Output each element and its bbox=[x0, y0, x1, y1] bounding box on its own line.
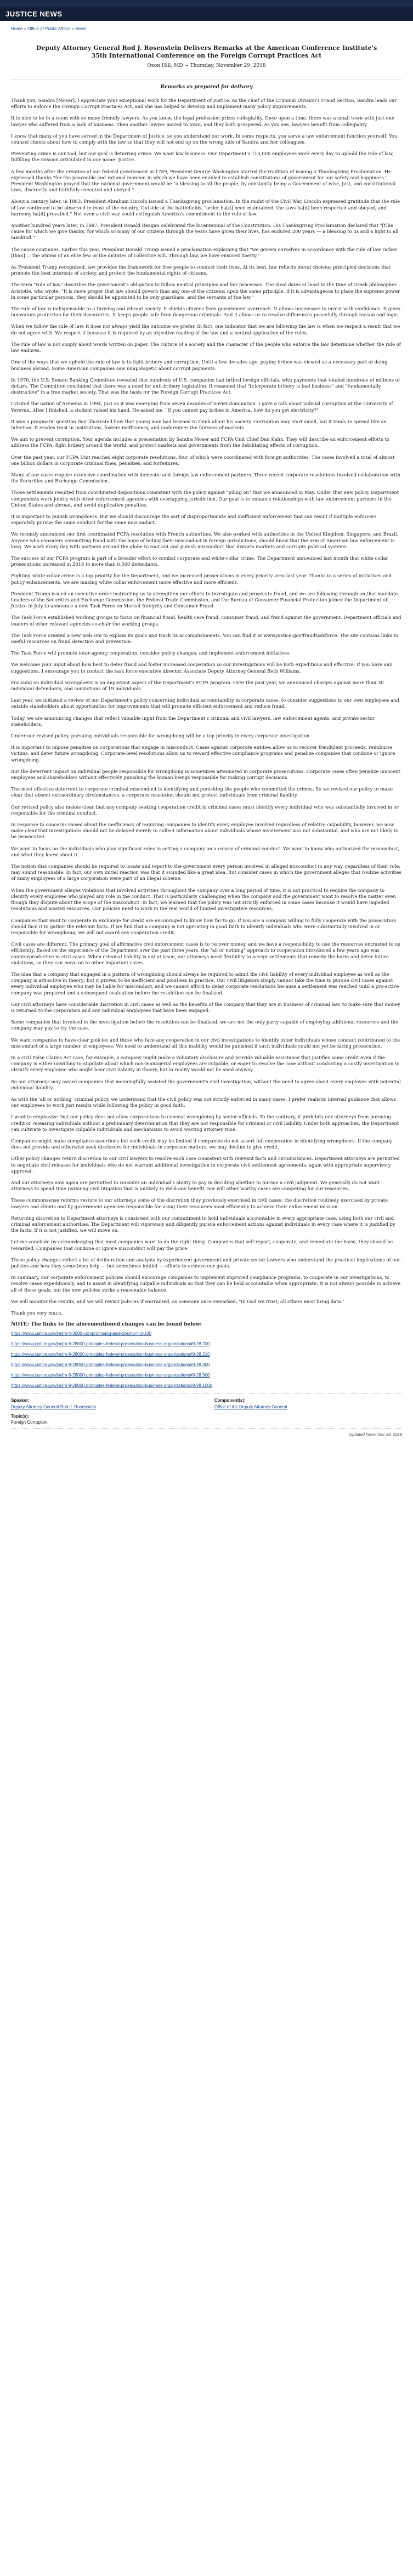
paragraph: Returning discretion to Department attorneys is consistent with our commitment to hold individuals accountable in every appropriate case, using both our civil and criminal enforcement authorities. The Department will vigorously and diligently pursue enforcement actions against individuals in every case where it is justified by the facts. If it is not justified, we will move on. bbox=[11, 1215, 395, 1233]
breadcrumb-separator: » bbox=[70, 26, 76, 31]
paragraph: Companies that want to cooperate in exchange for credit are encouraged to know how far to go. If you are a company willing to fully cooperate with the prosecutors should face it to gather the relevant facts. If we find that a company is not operating in good faith to identify individuals who were substantially involved in or responsible for wrongdoing, we will not award any cooperation credit. bbox=[11, 917, 396, 935]
paragraph: In summary, our corporate enforcement policies should encourage companies to implement improved compliance programs, to cooperate in our investigations, to resolve cases expeditiously, and to assist in identifying culpable individuals so that they can be held accountable when appropriate. It is not always possible to achieve all of those goals, but the new policies strike a reasonable balance. bbox=[11, 1275, 401, 1293]
paragraph: It was a pragmatic question that illustrated how that young man had learned to think about his society. Corruption may start small, but it tends to spread like an infection. It erodes trust in institutions, fosters inefficiency, and undermines the fairness of markets. bbox=[11, 418, 387, 430]
paragraph: Today, we are announcing changes that reflect valuable input from the Department's criminal and civil lawyers, law enforcement agents, and private sector stakeholders. bbox=[11, 715, 375, 727]
article-content bbox=[0, 44, 413, 1448]
page-title: Deputy Attorney General Rod J. Rosenstein Delivers Remarks at the American Conference Institute's 35th International Conference on the Foreign Corrupt Practices Act bbox=[36, 44, 377, 59]
top-bar bbox=[0, 0, 413, 7]
paragraph: Over the past year, our FCPA Unit reached eight corporate resolutions, four of which were coordinated with foreign authorities. The cases involved a total of almost one billion dollars in corporate criminal fines, penalties, and forfeitures. bbox=[11, 454, 395, 466]
topic-label: Topic(s): bbox=[11, 1414, 30, 1419]
paragraph: Thank you, Sandra [Moser]. I appreciate your exceptional work for the Department of Justice. As the chief of the Criminal Division's Fraud Section, Sandra leads our efforts to enforce the Foreign Corrupt Practices Act, and she has helped to develop and implement many policy improvements. bbox=[11, 98, 397, 110]
link-item bbox=[11, 1341, 402, 1347]
paragraph: We aim to prevent corruption. Your agenda includes a presentation by Sandra Moser and FCPA Unit Chief Dan Kahn. They will describe an enforcement efforts to address the FCPA, fight bribery around the world, and protect markets and governments from the debilitating effects of corruption. bbox=[11, 436, 389, 448]
reference-link[interactable]: https://www.justice.gov/jm/jm-9-28000-principles-federal-prosecution-business-organizations#9-28.900 bbox=[11, 1373, 210, 1378]
paragraph: Some companies that involved in the investigation before the resolution can be finalized, we are not the only party capable of employing additional resources and the company may pay to try the case. bbox=[11, 1019, 398, 1031]
paragraph: The Task Force created a new web site to explain its goals and track its accomplishments. You can find it at www.justice.gov/fraudtaskforce. The site contains links to useful resources on fraud detection and prevention. bbox=[11, 632, 399, 644]
note-heading: NOTE: The links to the aforementioned changes can be found below: bbox=[11, 1322, 202, 1328]
speaker-block bbox=[11, 1398, 199, 1409]
paragraph: The cause continues. Earlier this year, President Donald Trump issued a proclamation explaining that "we govern ourselves in accordance with the rule of law rather [than] ... the whims of an elite few or the dictates of collective will. Through law, we have ensured liberty." bbox=[11, 246, 398, 258]
paragraph: Our civil attorneys have considerable discretion in civil cases as well as the benefits of the company that they are in business of criminal law, to make sure that money is returned to the corporation and any individual employees that have been engaged. bbox=[11, 1001, 400, 1013]
speaker-label: Speaker: bbox=[11, 1398, 30, 1403]
component-block bbox=[214, 1398, 402, 1409]
site-brand[interactable]: JUSTICE NEWS bbox=[5, 9, 63, 18]
updated-date: Updated November 29, 2018 bbox=[349, 1432, 402, 1437]
divider bbox=[11, 1428, 402, 1429]
reference-link[interactable]: https://www.justice.gov/jm/jm-9-28000-principles-federal-prosecution-business-organizations#9-28.700 bbox=[11, 1341, 210, 1347]
paragraph: We will monitor the results, and we will revisit policies if warranted, as someone once remarked, "In God we trust; all others must bring data." bbox=[11, 1298, 345, 1304]
dateline: Oxon Hill, MD ~ Thursday, November 29, 2018 bbox=[147, 63, 266, 69]
link-item bbox=[11, 1351, 402, 1357]
paragraph: Thank you very much. bbox=[11, 1310, 63, 1316]
paragraph: Many of our cases require extensive coordination with domestic and foreign law enforcement partners. Three recent corporate resolutions involved collaboration with the Securities and Exchange Commission. bbox=[11, 471, 400, 484]
link-item bbox=[11, 1372, 402, 1378]
paragraph: We want to focus on the individuals who play significant roles in setting a company on a course of criminal conduct. We want to know who authorized the misconduct, and what they knew about it. bbox=[11, 845, 400, 857]
topic-value: Foreign Corruption bbox=[11, 1420, 48, 1425]
paragraph: It is important to punish wrongdoers. But we should discourage the sort of disproportionate and inefficient enforcement that can result if multiple enforcers separately pursue the same conduct for the same misconduct. bbox=[11, 513, 377, 526]
paragraph: One of the ways that we uphold the rule of law is to fight bribery and corruption. Until a few decades ago, paying bribes was viewed as a necessary part of doing business abroad. Some American companies saw unapologetic about corrupt payments. bbox=[11, 359, 388, 371]
paragraph: Last year, we initiated a review of our Department's policy concerning individual accountability in corporate cases, to consider suggestions to our own employees and outside stakeholders about opportunities for improvements that will promote efficient enforcement and reduce fraud. bbox=[11, 697, 399, 709]
paragraph: So our attorneys may award companies that meaningfully assisted the government's civil investigation, without the need to agree about every employee with potential individual liability. bbox=[11, 1078, 401, 1090]
paragraph: Civil cases are different. The primary goal of affirmative civil enforcement cases is to recover money, and we have a responsibility to use the resources entrusted to us efficiently. Based on the experience of the Department over the past three years, the "all or nothing" approach to cooperation introduced a few years ago was counterproductive in civil cases. When criminal liability is not at issue, our attorneys need flexibility to accept settlements that remedy the harm and deter future violations, so they can move on to other important cases. bbox=[11, 941, 400, 965]
paragraph: In a civil False Claims Act case, for example, a company might make a voluntary disclosure and provide valuable assistance that justifies some credit even if the company is either unwilling to stipulate about which non-managerial employees are culpable, or eager to resolve the case without conducting a costly investigation to identify every employee who might bear civil liability in theory, but in reality would not be sued anyway. bbox=[11, 1054, 400, 1073]
breadcrumb-office[interactable]: Office of Public Affairs bbox=[27, 26, 71, 31]
paragraph: We recently announced our first coordinated FCPA resolution with French authorities. We also worked with authorities in the United Kingdom, Singapore, and Brazil. Anyone who considers committing fraud with the hope of hiding their misconduct in foreign jurisdictions, should know that the arm of American law enforcement is long. We work every day with partners around the globe to root out and punish misconduct that distorts markets and corrupts political systems. bbox=[11, 531, 399, 549]
divider bbox=[11, 79, 402, 80]
paragraph: Fighting white-collar crime is a top priority for the Department, and we increased prosecutions in every priority area last year. Thanks to a series of initiatives and policy enhancements, we are making white collar enforcement more effective and more efficient. bbox=[11, 573, 392, 585]
paragraph: The success of our FCPA program is part of a broader effort to combat corporate and white-collar crime. The Department announced last month that white collar prosecutions increased in 2018 to more than 6,500 defendants. bbox=[11, 555, 388, 567]
component-link[interactable]: Office of the Deputy Attorney General bbox=[214, 1404, 287, 1410]
paragraph: Another hundred years later, in 1987, President Ronald Reagan celebrated the bicentennial of the Constitution. His Thanksgiving Proclamation declared that "[t]he cause for which we give thanks, for which so many of our citizens through the years have given their lives, has endured 200 years — a blessing to us and a light to all mankind." bbox=[11, 223, 399, 241]
reference-link[interactable]: https://www.justice.gov/jm/jm-4-3000-compromising-and-closing-4-3-100 bbox=[11, 1331, 152, 1337]
paragraph: Our revised policy also makes clear that any company seeking cooperation credit in criminal cases must identify every individual who was substantially involved in or responsible for the criminal conduct. bbox=[11, 804, 399, 816]
reference-link[interactable]: https://www.justice.gov/jm/jm-9-28000-principles-federal-prosecution-business-organizations#9-28.210 bbox=[11, 1352, 210, 1357]
paragraph: The term "rule of law" describes the government's obligation to follow neutral principles and fair processes. The ideal dates at least to the time of Greek philosopher Aristotle, who wrote, "It is more proper that law should govern than any one of the citizens: upon the same principle, if it is advantageous to place the supreme power in some particular persons, they should be appointed to be only guardians, and the servants of the law." bbox=[11, 282, 400, 300]
paragraph: Companies might make compliance assertions but such credit may be limited if companies do not assert full cooperation in identifying wrongdoers. If the company does not provide and otherwise seek disclosure for individuals in corporate matters, we may decline to give credit. bbox=[11, 1138, 393, 1150]
paragraph: Preventing crime is our tool, but our goal is deterring crime. We want law business. Our Department's 115,000 employees work every day to uphold the rule of law, fulfilling the mission articulated in our name: Justice. bbox=[11, 151, 394, 163]
paragraph: The rule of law is indispensable to a thriving and vibrant society. It shields citizens from government overreach. It allows businesses to invest with confidence. It gives innovators protection for their discoveries. It keeps people safe from dangerous criminals. And it allows us to resolve differences peacefully through reason and logic. bbox=[11, 306, 400, 318]
breadcrumb bbox=[0, 21, 413, 33]
links-list bbox=[11, 1330, 402, 1389]
breadcrumb-separator: » bbox=[22, 26, 28, 31]
link-item bbox=[11, 1362, 402, 1368]
brand-bar bbox=[0, 7, 413, 21]
breadcrumb-home[interactable]: Home bbox=[11, 26, 23, 31]
paragraph: It is nice to be in a room with so many friendly lawyers. As you know, the legal profession prizes collegiality. Once upon a time, there was a small town with just one lawyer who suffered from a lack of business. Then another lawyer moved to town, and they both prospered. As you see, lawyers benefit from collegiality. bbox=[11, 115, 395, 127]
paragraph: I know that many of you have served in the Department of Justice, so you understand our work. In some respects, you serve a law enforcement function yourself. You counsel clients about how to comply with the law so that they will not end up on the wrong side of Sandra and her colleagues. bbox=[11, 133, 398, 145]
paragraph: The Task Force established working groups to focus on financial fraud, health care fraud, consumer fraud, and fraud against the government. Department officials and leaders of other relevant agencies co-chair the working groups. bbox=[11, 615, 401, 627]
paragraph: A few months after the creation of our federal government in 1789, President George Washington started the tradition of issuing a Thanksgiving Proclamation. He expressed thanks "for the peaceable and rational manner, in which we have been enabled to establish constitutions of government for our safety and happiness." President Washington prayed that the national government would be "a blessing to all the people, by constantly being a Government of wise, just, and constitutional laws, discreetly and faithfully executed and obeyed." bbox=[11, 168, 396, 193]
paragraph: When we follow the rule of law, it does not always yield the outcome we prefer. In fact, one indicator that we are following the law is when we respect a result that we do not agree with. We respect it because it is required by an objective reading of the law and a neutral application of the rules. bbox=[11, 323, 400, 335]
paragraph: Other policy changes return discretion to our civil lawyers to resolve each case consistent with relevant facts and circumstances. Department attorneys are permitted to negotiate civil releases for individuals who do not warrant additional investigation in corporate civil settlement agreements, again with appropriate supervisory approval. bbox=[11, 1156, 400, 1174]
paragraph: The most effective deterrent to corporate criminal misconduct is identifying and punishing the people who committed the crimes. So we revised our policy to make clear that absent extraordinary circumstances, a corporate resolution should not protect individuals from criminal liability. bbox=[11, 786, 393, 798]
paragraph: But the deterrent impact on individual people responsible for wrongdoing is sometimes attenuated in corporate prosecutions. Corporate cases often penalize innocent employees and shareholders without effectively punishing the human beings responsible for making corrupt decisions. bbox=[11, 768, 400, 781]
paragraph: Focusing on individual wrongdoers is an important aspect of the Department's FCPA program. Over the past year, we announced charges against more than 30 individual defendants, and convictions of 19 individuals. bbox=[11, 679, 384, 692]
paragraph: These commonsense reforms restore to our attorneys some of the discretion they previously exercised in civil cases; the discretion routinely exercised by private lawyers and clients and by government agencies responsible for using their resources most efficiently to achieve their enforcement mission. bbox=[11, 1197, 388, 1209]
paragraph: The Task Force will promote inter-agency cooperation, consider policy changes, and implement enforcement initiatives. bbox=[11, 650, 291, 656]
link-item bbox=[11, 1330, 402, 1337]
paragraph: I want to emphasize that our policy does not allow corporations to conceal wrongdoing by senior officials. To the contrary, it prohibits our attorneys from pursuing credit or releasing individuals without a preliminary determination that they are not responsible for criminal or civil liability. Under both approaches, the Department can cultivate to investigate culpable individuals and mechanisms to avoid wasting attorney time. bbox=[11, 1114, 399, 1132]
paragraph: Let me conclude by acknowledging that most companies want to do the right thing. Companies that self-report, cooperate, and remediate the harm, they should be rewarded. Companies that condone or ignore misconduct will pay the price. bbox=[11, 1239, 393, 1251]
paragraph: In 1976, the U.S. Senate Banking Committee revealed that hundreds of U.S. companies had bribed foreign officials, with payments that totaled hundreds of millions of dollars. The Committee concluded that there was a need for anti-bribery legislation. It reasoned that "[c]orporate bribery is bad business" and "fundamentally destructive" in a free market society. That was the basis for the Foreign Corrupt Practices Act. bbox=[11, 377, 400, 395]
paragraph: When the government alleges violations that involved activities throughout the company over a long period of time, it is not practical to require the company to identify every employee who played any role in the conduct. That is particularly challenging when the company and the government want to resolve the matter even though they dispute about the scope of the misconduct. In fact, we learned that the policy was not strictly enforced in some cases because it would have impeded resolutions and wasted resources. Our policies need to work in the real world of limited investigative resources. bbox=[11, 887, 396, 912]
speaker-link[interactable]: Deputy Attorney General Rod J. Rosenstein bbox=[11, 1404, 97, 1410]
paragraph: In response to concerns raised about the inefficiency of requiring companies to identify every employee involved regardless of relative culpability, however, we now make clear that investigations should not be delayed merely to collect information about individuals whose involvement was not substantial, and who are not likely to be prosecuted. bbox=[11, 822, 399, 840]
paragraph: Those settlements resulted from coordinated dispositions consistent with the policy against "piling on" that we announced in May. Under that new policy, Department components work jointly with other enforcement agencies with overlapping jurisdiction. Our goal is to enhance relationships with law enforcement partners in the United States and abroad, and avoid duplicative penalties. bbox=[11, 490, 399, 508]
reference-link[interactable]: https://www.justice.gov/jm/jm-9-28000-principles-federal-prosecution-business-organizations#9-28.1000 bbox=[11, 1383, 212, 1389]
paragraph: The notion that companies should be required to locate and report to the government every person involved in alleged misconduct in any way, regardless of their role, may sound reasonable. In fact, our own initial reaction was that it sounded like a great idea. But consider cases in which the government alleges that routine activities of many employees of a large corporation were part of an illegal scheme. bbox=[11, 863, 401, 882]
paragraph: We welcome your input about how best to deter fraud and foster increased cooperation so our investigations will be both expeditious and effective. If you have any suggestions, I encourage you to contact the task force executive director, Associate Deputy Attorney General Beth Williams. bbox=[11, 662, 392, 674]
link-item bbox=[11, 1383, 402, 1389]
reference-link[interactable]: https://www.justice.gov/jm/jm-9-28000-principles-federal-prosecution-business-organizations#9-28.300 bbox=[11, 1362, 210, 1368]
paragraph: President Trump issued an executive order instructing us to strengthen our efforts to investigate and prosecute fraud, and we are following through on that mandate. Leaders of the Securities and Exchange Commission, the Federal Trade Commission, and the Bureau of Consumer Financial Protection joined the Department of Justice in July to announce a new Task Force on Market Integrity and Consumer Fraud. bbox=[11, 590, 399, 609]
breadcrumb-news[interactable]: News bbox=[75, 26, 87, 31]
paragraph: About a century later, in 1863, President Abraham Lincoln issued a Thanksgiving proclamation. In the midst of the Civil War, Lincoln expressed gratitude that the rule of law continued to be observed in most of the country. Outside of the battlefields, "order ha[d] been maintained, the laws ha[d] been respected and obeyed, and harmony ha[d] prevailed." Not even a civil war could extinguish America's commitment to the rule of law. bbox=[11, 198, 400, 217]
component-label: Component(s): bbox=[214, 1398, 246, 1403]
paragraph: The idea that a company that engaged in a pattern of wrongdoing should always be required to admit the civil liability of every individual employee as well as the company is attractive in theory; but it proved to be inefficient and pointless in practice. Our civil litigators simply cannot take the time to pursue civil cases against every individual employee who may be liable for misconduct, and we cannot afford to delay corporate resolutions because a settlement was reached until a pro-active company was prepared and a subsequent evaluation before the resolution can be finalized. bbox=[11, 971, 399, 996]
article-body bbox=[11, 98, 402, 1316]
paragraph: These policy changes reflect a lot of deliberation and analysis by experienced government and private sector lawyers who understand the practical implications of our policies and how they sometimes help — but sometimes inhibit — efforts to achieve our goals. bbox=[11, 1256, 400, 1269]
divider bbox=[11, 1393, 402, 1394]
remarks-label: Remarks as prepared for delivery bbox=[160, 84, 253, 90]
paragraph: Under our revised policy, pursuing individuals responsible for wrongdoing will be a top priority in every corporate investigation. bbox=[11, 733, 311, 739]
paragraph: I visited the nation of Armenia in 1994, just as it was emerging from seven decades of Soviet domination. I gave a talk about judicial corruption at the University of Yerevan. After I finished, a student raised his hand. He asked me, "If you cannot pay bribes in America, how do you get electricity?" bbox=[11, 401, 393, 413]
paragraph: As with the 'all or nothing' criminal policy, we understand that the civil policy was not strictly enforced in many cases. I prefer realistic internal guidance that allows our employees to work just results while following the policy in good faith. bbox=[11, 1096, 396, 1108]
paragraph: It is important to impose penalties on corporations that engage in misconduct. Cases against corporate entities allow us to recover fraudulent proceeds, reimburse victims, and deter future wrongdoing. Corporate-level resolutions allow us to reward effective compliance programs and penalize companies that condone or ignore wrongdoing. bbox=[11, 744, 395, 763]
paragraph: And our attorneys now again are permitted to consider an individual's ability to pay in deciding whether to pursue a civil judgment. We generally do not want attorneys to spend time pursuing civil litigation that is unlikely to yield any benefit; nor will other worthy cases are competing for our resources. bbox=[11, 1180, 380, 1192]
paragraph: We want companies to have clear policies and those who face any cooperation in our civil investigations to identify other individuals whose conduct contributed to the misconduct of a large number of employees. We need to understand all this inability would be punished if such individuals could not yet be facing prosecution. bbox=[11, 1037, 400, 1049]
release-metadata bbox=[11, 1398, 402, 1409]
paragraph: As President Trump recognized, law provides the framework for free people to conduct their lives. At its best, law reflects moral choices; principled decisions that promote the best interests of society, and protect the fundamental rights of citizens. bbox=[11, 264, 391, 276]
paragraph: The rule of law is not simply about words written on paper. The culture of a society and the character of the people who enforce the law determine whether the rule of law endures. bbox=[11, 341, 401, 354]
